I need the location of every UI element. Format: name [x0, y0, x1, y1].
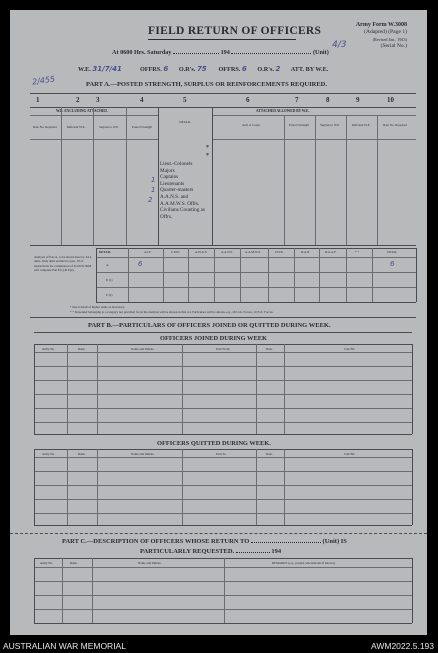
hand-offrs: 6	[163, 65, 169, 73]
quitted-v0	[34, 449, 35, 525]
title-underline	[148, 39, 296, 40]
col-number-8: 8	[326, 96, 330, 104]
sub-header-surplus-left: Surplus to W.E.	[98, 125, 119, 129]
right-header-rule	[212, 139, 416, 140]
form-revised: (Revised Jan., 1943)	[372, 37, 407, 42]
sub-header-arm: Arm or Corps	[242, 123, 260, 127]
analysis-head-civil: CIVIL	[275, 250, 284, 254]
hand-analysis-total: 6	[390, 260, 395, 268]
attached-allowed-header: ATTACHED ALLOWED BY W.E.	[256, 109, 310, 113]
att-label: ATT. BY W.E.	[290, 66, 329, 73]
grid-v8	[346, 115, 347, 245]
joined-row-4	[34, 408, 412, 409]
quitted-v1	[67, 449, 68, 525]
analysis-v3	[188, 248, 189, 302]
joined-cols-rule	[34, 352, 412, 353]
sub-header-rate-right: Rate No. Required	[383, 123, 407, 127]
part-c-row-1	[34, 581, 412, 582]
joined-col-cause: CAUSE.	[344, 347, 356, 351]
part-c-cols-rule	[34, 567, 412, 568]
footnote-2: * * Personnel belonging to a category not provided for in the analysis will be shown in this col. Particulars will be shown, e.g., 26 U.K. Forces, 10 N.Z. Forces.	[70, 310, 274, 314]
ors-label: O.R's.	[178, 66, 196, 73]
grid-v9	[377, 115, 378, 245]
quitted-row-3	[34, 499, 412, 500]
part-c-v0	[34, 558, 35, 623]
analysis-head-aif: A.I.F.	[144, 250, 152, 254]
part-c-heading: PART C.—DESCRIPTION OF OFFICERS WHOSE RETURN TO	[62, 538, 250, 545]
hand-offrs-2: 6	[241, 65, 247, 73]
joined-v2	[97, 344, 98, 434]
quitted-row-2	[34, 485, 412, 486]
hand-analysis-a: 6	[138, 260, 143, 268]
sub-header-rate-left: Rate No. Required	[33, 125, 57, 129]
analysis-head-aans: A.A.N.S.	[221, 250, 233, 254]
tear-line	[10, 533, 427, 534]
analysis-head-ran: R.A.N.	[301, 250, 311, 254]
offrs-label-2: OFFRS.	[218, 66, 241, 73]
grid-v5	[212, 107, 213, 245]
analysis-v6	[268, 248, 269, 302]
analysis-v5	[240, 248, 241, 302]
we-line	[78, 65, 328, 73]
analysis-head-rule	[96, 257, 416, 258]
footnote-1: * Insert detail of higher ranks as necessary.	[70, 305, 125, 309]
hand-margin-note: 2/455	[31, 74, 56, 87]
part-c-date-blank	[236, 552, 270, 553]
joined-v1	[67, 344, 68, 434]
analysis-v9	[346, 248, 347, 302]
joined-col-unit-from: Unit From.	[216, 347, 231, 351]
grid-v1	[61, 107, 62, 245]
hand-we: 31/7/41	[92, 65, 122, 73]
analysis-v11	[416, 248, 417, 302]
joined-row-3	[34, 394, 412, 395]
form-sheet	[10, 10, 427, 635]
analysis-head-awas: A.W.A.S.	[195, 250, 208, 254]
rank-markers: * *	[206, 145, 209, 159]
col-number-5: 5	[183, 96, 187, 104]
hand-mark-2: 1	[151, 186, 156, 194]
form-number: Army Form W.3008	[355, 22, 407, 28]
hand-ors-2: 2	[275, 65, 281, 73]
grid-v2	[93, 107, 94, 245]
joined-v4	[256, 344, 257, 434]
quitted-col-date: Date.	[266, 452, 273, 456]
form-title: FIELD RETURN OF OFFICERS	[148, 25, 322, 37]
part-b-top-rule	[30, 317, 416, 318]
part-c-v2	[92, 558, 93, 623]
analysis-head-cmf: C.M.F.	[171, 250, 180, 254]
grid-v3	[126, 107, 127, 245]
col-number-7: 7	[295, 96, 299, 104]
col-number-4: 4	[140, 96, 144, 104]
analysis-row-e1: E (1)	[106, 278, 113, 282]
at-line	[112, 49, 329, 56]
joined-col-name: Name and Initials.	[131, 347, 155, 351]
sub-header-deficient-left: Deficient W.E.	[66, 125, 86, 129]
rank-majors: Majors	[160, 167, 175, 174]
ors-label-2: O.R's.	[257, 66, 274, 73]
unit-blank	[231, 53, 311, 54]
footer-accession: AWM2022.5.193	[371, 641, 434, 651]
part-c-unit-label: (Unit) IS	[322, 538, 347, 545]
part-c-unit-blank	[251, 542, 321, 543]
part-c-line-2	[140, 548, 281, 555]
col-number-rule	[30, 107, 416, 108]
quitted-v4	[256, 449, 257, 525]
analysis-v1	[128, 248, 129, 302]
sub-header-posted-right: Posted Strength	[288, 123, 310, 127]
part-c-v1	[62, 558, 63, 623]
col-number-9: 9	[356, 96, 360, 104]
rank-quarter-masters: Quarter-masters	[160, 187, 194, 194]
col-number-10: 10	[387, 96, 394, 104]
form-serial: (Serial No.)	[380, 43, 407, 49]
quitted-col-name: Name and Initials.	[131, 452, 155, 456]
we-sub-rule	[30, 115, 158, 116]
hand-ors: 75	[196, 65, 207, 73]
quitted-cols-rule	[34, 457, 412, 458]
rank-list	[160, 161, 210, 220]
part-c-year: 194	[271, 548, 282, 555]
analysis-row-rule-1	[96, 272, 416, 273]
form-adapted: (Adapted) (Page 1)	[364, 29, 407, 35]
joined-row-1	[34, 366, 412, 367]
att-sub-rule	[212, 115, 416, 116]
grid-v4	[158, 107, 159, 245]
joined-v0	[34, 344, 35, 434]
sub-header-detail: DETAIL	[179, 120, 191, 124]
col-number-6: 6	[246, 96, 250, 104]
hand-mark-3: 2	[148, 196, 153, 204]
quitted-col-cause: CAUSE.	[344, 452, 356, 456]
quitted-bottom-rule	[34, 525, 412, 526]
quitted-col-unit-to: Unit To.	[216, 452, 227, 456]
part-c-col-name: Name and Initials.	[138, 561, 162, 565]
analysis-head-detail: DETAIL	[99, 250, 111, 254]
part-c-row-3	[34, 609, 412, 610]
analysis-top-rule	[96, 248, 416, 249]
joined-col-army-no: Army No.	[42, 347, 55, 351]
sub-header-surplus-right: Surplus to W.E.	[319, 123, 340, 127]
joined-col-rank: Rank.	[78, 347, 86, 351]
quitted-v3	[182, 449, 183, 525]
left-header-rule	[30, 139, 158, 140]
joined-col-date: Date.	[266, 347, 273, 351]
analysis-v4	[214, 248, 215, 302]
analysis-head-other: * *	[355, 250, 359, 254]
rank-captains: Captains	[160, 174, 179, 181]
part-c-top-rule	[34, 558, 412, 559]
joined-title-rule	[34, 344, 412, 345]
unit-label: (Unit)	[312, 49, 329, 56]
analysis-v0	[96, 248, 97, 302]
analysis-v10	[372, 248, 373, 302]
at-line-prefix: At 0600 Hrs. Saturday	[112, 49, 172, 56]
joined-row-2	[34, 380, 412, 381]
joined-v6	[412, 344, 413, 434]
quitted-title: OFFICERS QUITTED DURING WEEK.	[157, 440, 271, 447]
joined-row-5	[34, 422, 412, 423]
joined-top-rule	[34, 332, 412, 333]
part-c-v4	[412, 558, 413, 623]
sub-header-deficient-right: Deficient W.E.	[351, 123, 371, 127]
analysis-head-raaf: R.A.A.F.	[325, 250, 337, 254]
grid-v6	[284, 115, 285, 245]
analysis-head-aamws: A.A.M.W.S.	[245, 250, 261, 254]
analysis-v7	[294, 248, 295, 302]
form-identifier	[356, 22, 407, 50]
we-label: W.E.	[78, 66, 91, 73]
hand-mark-1: 1	[151, 176, 156, 184]
quitted-row-4	[34, 513, 412, 514]
analysis-row-a: A.	[106, 263, 110, 267]
part-a-top-rule	[30, 93, 416, 94]
col-number-2: 2	[76, 96, 80, 104]
date-blank	[173, 53, 219, 54]
col-number-3: 3	[96, 96, 100, 104]
quitted-title-rule	[34, 449, 412, 450]
we-excluding-header: W.E. EXCLUDING ATTACHED.	[56, 109, 108, 113]
part-c-col-rank: Rank.	[70, 561, 78, 565]
quitted-row-1	[34, 471, 412, 472]
analysis-head-total: TOTAL	[387, 250, 398, 254]
rank-lieutenants: Lieutenants	[160, 180, 185, 187]
part-b-heading: PART B.—PARTICULARS OF OFFICERS JOINED OR QUITTED DURING WEEK.	[88, 322, 331, 329]
part-c-v3	[224, 558, 225, 623]
quitted-v6	[412, 449, 413, 525]
quitted-v2	[97, 449, 98, 525]
quitted-col-army-no: Army No.	[42, 452, 55, 456]
joined-bottom-rule	[34, 434, 412, 435]
analysis-bottom-rule	[96, 302, 416, 303]
analysis-note: Analysis of Part A, to be shown here by ALL units. Only units entitled to para. 18 of instructions for compilation of Form W.3008 will complete Part E(1) & E(2).	[34, 255, 92, 273]
part-a-bottom-rule	[30, 245, 416, 246]
joined-v3	[182, 344, 183, 434]
part-c-row-2	[34, 595, 412, 596]
quitted-v5	[284, 449, 285, 525]
footer-source: AUSTRALIAN WAR MEMORIAL	[3, 641, 126, 651]
part-c-bottom-rule	[34, 623, 412, 624]
hand-date: 4/3	[332, 40, 347, 50]
part-c-line-1	[62, 538, 347, 545]
analysis-row-rule-2	[96, 287, 416, 288]
analysis-v8	[319, 248, 320, 302]
joined-title: OFFICERS JOINED DURING WEEK	[160, 335, 267, 342]
part-c-requested: PARTICULARLY REQUESTED.	[140, 548, 235, 555]
at-line-year: 194	[220, 49, 230, 56]
rank-lieut-colonels: Lieut.-Colonels	[160, 161, 193, 167]
rank-aans: A.A.N.S. and A.A.M.W.S. Offrs.	[160, 193, 200, 207]
grid-v7	[315, 115, 316, 245]
part-a-heading: PART A.—POSTED STRENGTH, SURPLUS OR REINFORCEMENTS REQUIRED.	[86, 81, 327, 88]
rank-civilians: Civilians Counting as Offrs.	[160, 207, 205, 220]
analysis-v2	[163, 248, 164, 302]
offrs-label: OFFRS.	[139, 66, 162, 73]
joined-v5	[284, 344, 285, 434]
part-c-col-remarks: REMARKS (e.g., posted, whereabouts if known).	[272, 561, 336, 565]
quitted-col-rank: Rank.	[78, 452, 86, 456]
part-c-col-army-no: Army No.	[40, 561, 53, 565]
sub-header-posted-left: Posted Strength	[131, 125, 153, 129]
col-number-1: 1	[36, 96, 40, 104]
analysis-row-e2: E (2)	[106, 293, 113, 297]
